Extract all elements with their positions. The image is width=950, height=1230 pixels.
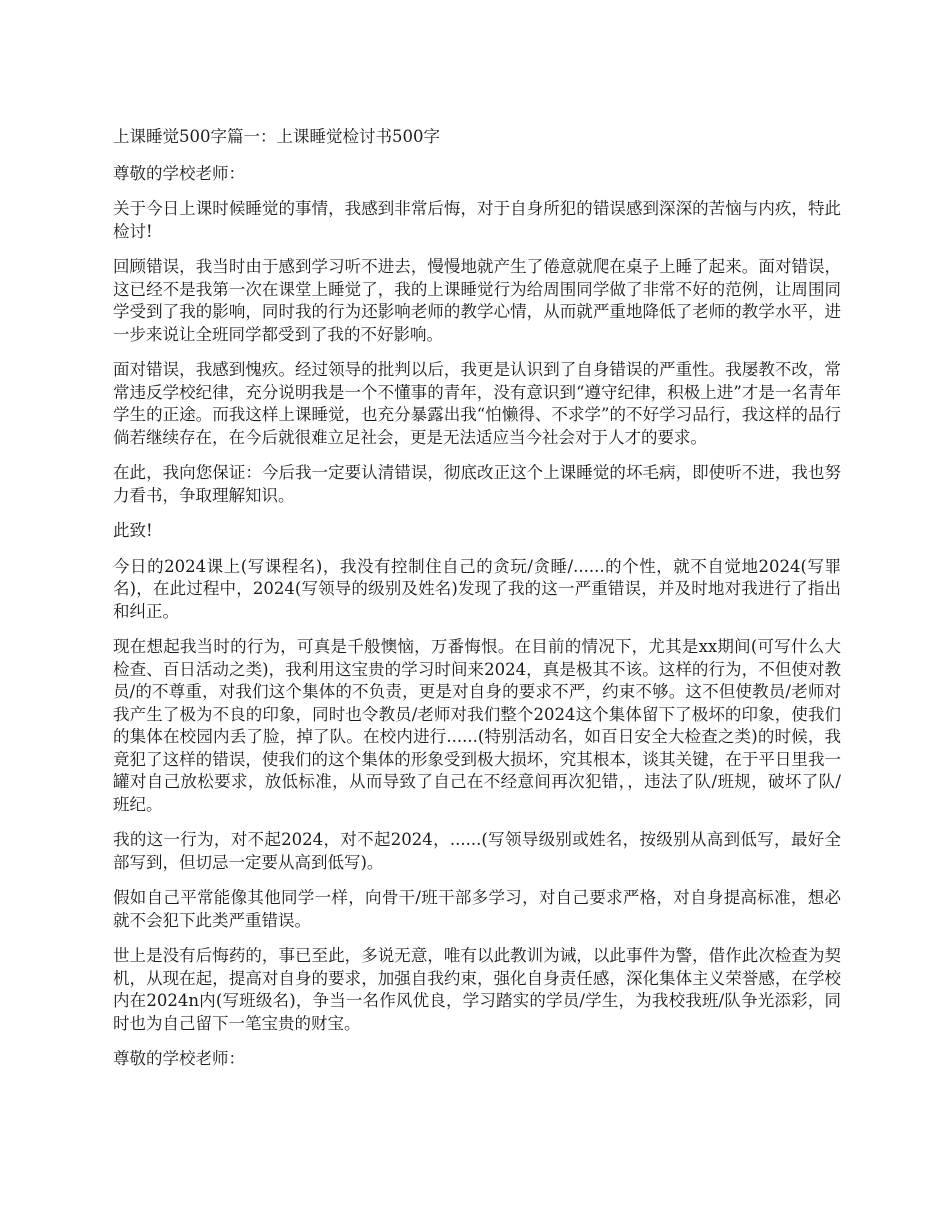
paragraph-reflection: 现在想起我当时的行为，可真是千般懊恼，万番悔恨。在目前的情况下，尤其是xx期间(可写什么大检查、百日活动之类)，我利用这宝贵的学习时间来2024，真是极其不该。这样的行为，不但使对教员/的不尊重，对我们这个集体的不负责，更是对自身的要求不严，约束不够。这不但使教员/老师对我产生了极为不良的印象，同时也令教员/老师对我们整个2024这个集体留下了极坏的印象，使我们的集体在校园内丢了脸，掉了队。在校内进行......(特别活动名，如百日安全大检查之类)的时候，我竟犯了这样的错误，使我们的这个集体的形象受到极大损坏，究其根本，谈其关键，在于平日里我一罐对自己放松要求，放低标准，从而导致了自己在不经意间再次犯错，，违法了队/班规，破坏了队/班纪。: [113, 637, 841, 814]
paragraph-intro: 关于今日上课时候睡觉的事情，我感到非常后悔，对于自身所犯的错误感到深深的苦恼与内疚，特此检讨!: [113, 199, 841, 241]
paragraph-promise: 在此，我向您保证：今后我一定要认清错误，彻底改正这个上课睡觉的坏毛病，即使听不进，我也努力看书，争取理解知识。: [113, 463, 841, 505]
salutation: 尊敬的学校老师：: [113, 163, 245, 183]
paragraph-learning: 假如自己平常能像其他同学一样，向骨干/班干部多学习，对自己要求严格，对自身提高标准，想必就不会犯下此类严重错误。: [113, 888, 841, 930]
salutation-second: 尊敬的学校老师：: [113, 1049, 245, 1068]
paragraph-template-intro: 今日的2024课上(写课程名)，我没有控制住自己的贪玩/贪睡/......的个性，就不自觉地2024(写罪名)，在此过程中，2024(写领导的级别及姓名)发现了我的这一严重错误，并及时地对我进行了指出和纠正。: [113, 556, 841, 621]
closing-line: 此致!: [113, 521, 153, 540]
paragraph-resolution: 世上是没有后悔药的，事已至此，多说无意，唯有以此教训为诫，以此事件为警，借作此次检查为契机，从现在起，提高对自身的要求，加强自我约束，强化自身责任感，深化集体主义荣誉感，在学校内在2024n内(写班级名)，争当一名作风优良，学习踏实的学员/学生，为我校我班/队争光添彩，同时也为自己留下一笔宝贵的财宝。: [113, 946, 841, 1033]
document-body: [113, 126, 841, 1084]
paragraph-guilt: 面对错误，我感到愧疚。经过领导的批判以后，我更是认识到了自身错误的严重性。我屡教不改，常常违反学校纪律，充分说明我是一个不懂事的青年，没有意识到“遵守纪律，积极上进”才是一名青年学生的正途。而我这样上课睡觉，也充分暴露出我“怕懒得、不求学”的不好学习品行，我这样的品行倘若继续存在，在今后就很难立足社会，更是无法适应当今社会对于人才的要求。: [113, 360, 841, 447]
document-title: 上课睡觉500字篇一：上课睡觉检讨书500字: [113, 127, 440, 146]
paragraph-review: 回顾错误，我当时由于感到学习听不进去，慢慢地就产生了倦意就爬在桌子上睡了起来。面对错误，这已经不是我第一次在课堂上睡觉了，我的上课睡觉行为给周围同学做了非常不好的范例，让周围同学受到了我的影响，同时我的行为还影响老师的教学心情，从而就严重地降低了老师的教学水平，进一步来说让全班同学都受到了我的不好影响。: [113, 257, 841, 344]
paragraph-apology: 我的这一行为，对不起2024，对不起2024，......(写领导级别或姓名，按级别从高到低写，最好全部写到，但切忌一定要从高到低写)。: [113, 830, 841, 872]
